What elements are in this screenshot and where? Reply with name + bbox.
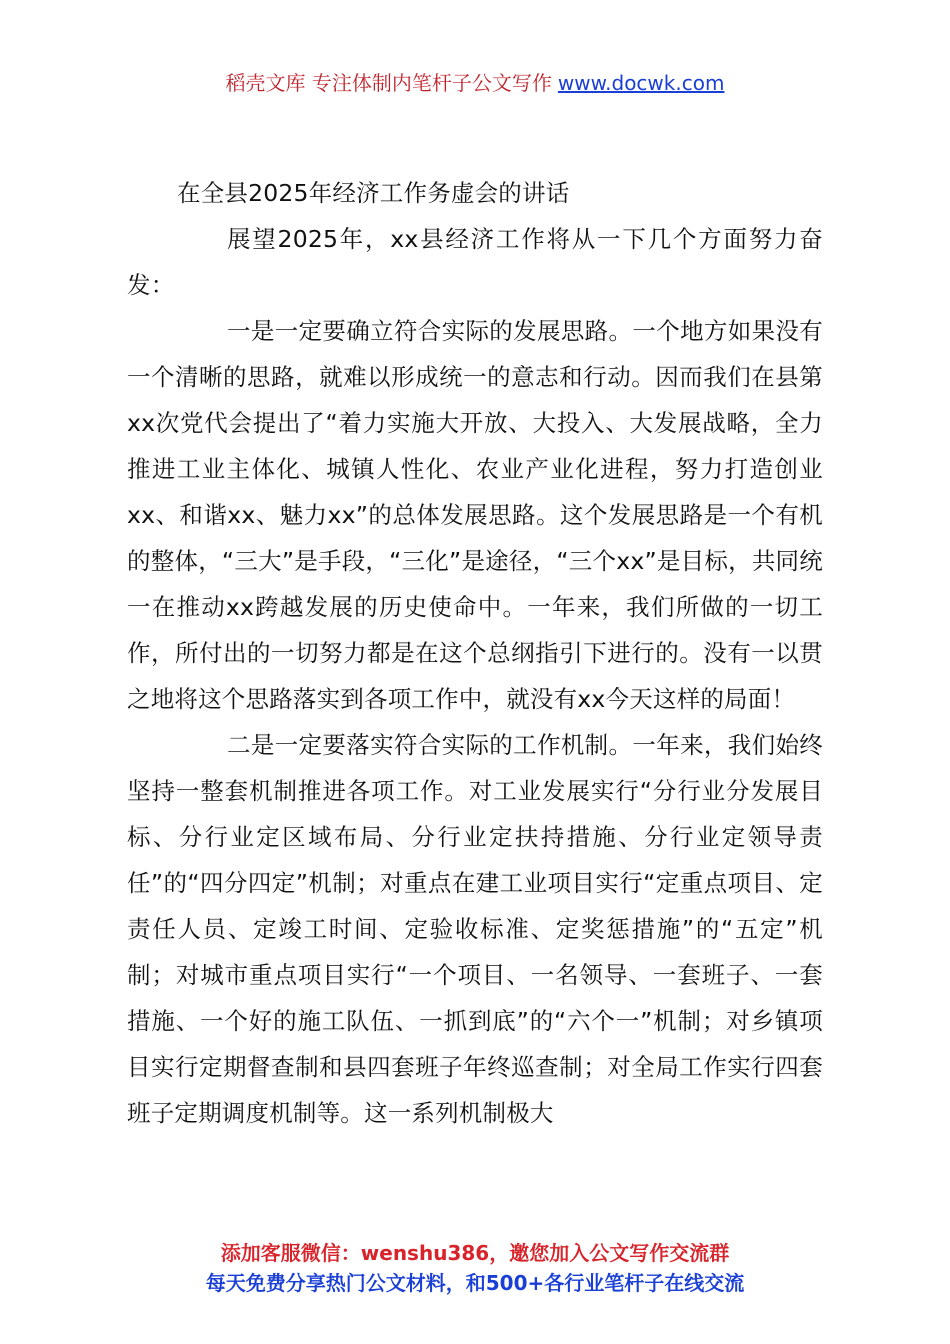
document-body (127, 170, 823, 1136)
header-brand: 稻壳文库 专注体制内笔杆子公文写作 (225, 71, 552, 95)
footer-wechat-line: 添加客服微信：wenshu386，邀您加入公文写作交流群 (220, 1241, 730, 1265)
paragraph-intro: 展望2025年，xx县经济工作将从一下几个方面努力奋发： (127, 225, 823, 299)
paragraph-two: 二是一定要落实符合实际的工作机制。一年来，我们始终坚持一整套机制推进各项工作。对工业发展实行“分行业分发展目标、分行业定区域布局、分行业定扶持措施、分行业定领导责任”的“四分四定”机制；对重点在建工业项目实行“定重点项目、定责任人员、定竣工时间、定验收标准、定奖惩措施”的“五定”机制；对城市重点项目实行“一个项目、一名领导、一套班子、一套措施、一个好的施工队伍、一抓到底”的“六个一”机制；对乡镇项目实行定期督查制和县四套班子年终巡查制；对全局工作实行四套班子定期调度机制等。这一系列机制极大 (127, 731, 823, 1127)
header-site-link[interactable]: www.docwk.com (557, 71, 725, 95)
document-title: 在全县2025年经济工作务虚会的讲话 (177, 179, 570, 207)
paragraph-one: 一是一定要确立符合实际的发展思路。一个地方如果没有一个清晰的思路，就难以形成统一的意志和行动。因而我们在县第xx次党代会提出了“着力实施大开放、大投入、大发展战略，全力推进工业主体化、城镇人性化、农业产业化进程，努力打造创业xx、和谐xx、魅力xx”的总体发展思路。这个发展思路是一个有机的整体，“三大”是手段，“三化”是途径，“三个xx”是目标，共同统一在推动xx跨越发展的历史使命中。一年来，我们所做的一切工作，所付出的一切努力都是在这个总纲指引下进行的。没有一以贯之地将这个思路落实到各项工作中，就没有xx今天这样的局面！ (127, 317, 823, 713)
page-header (0, 66, 950, 100)
page-footer (0, 1238, 950, 1298)
footer-share-line: 每天免费分享热门公文材料，和500+各行业笔杆子在线交流 (205, 1271, 745, 1295)
